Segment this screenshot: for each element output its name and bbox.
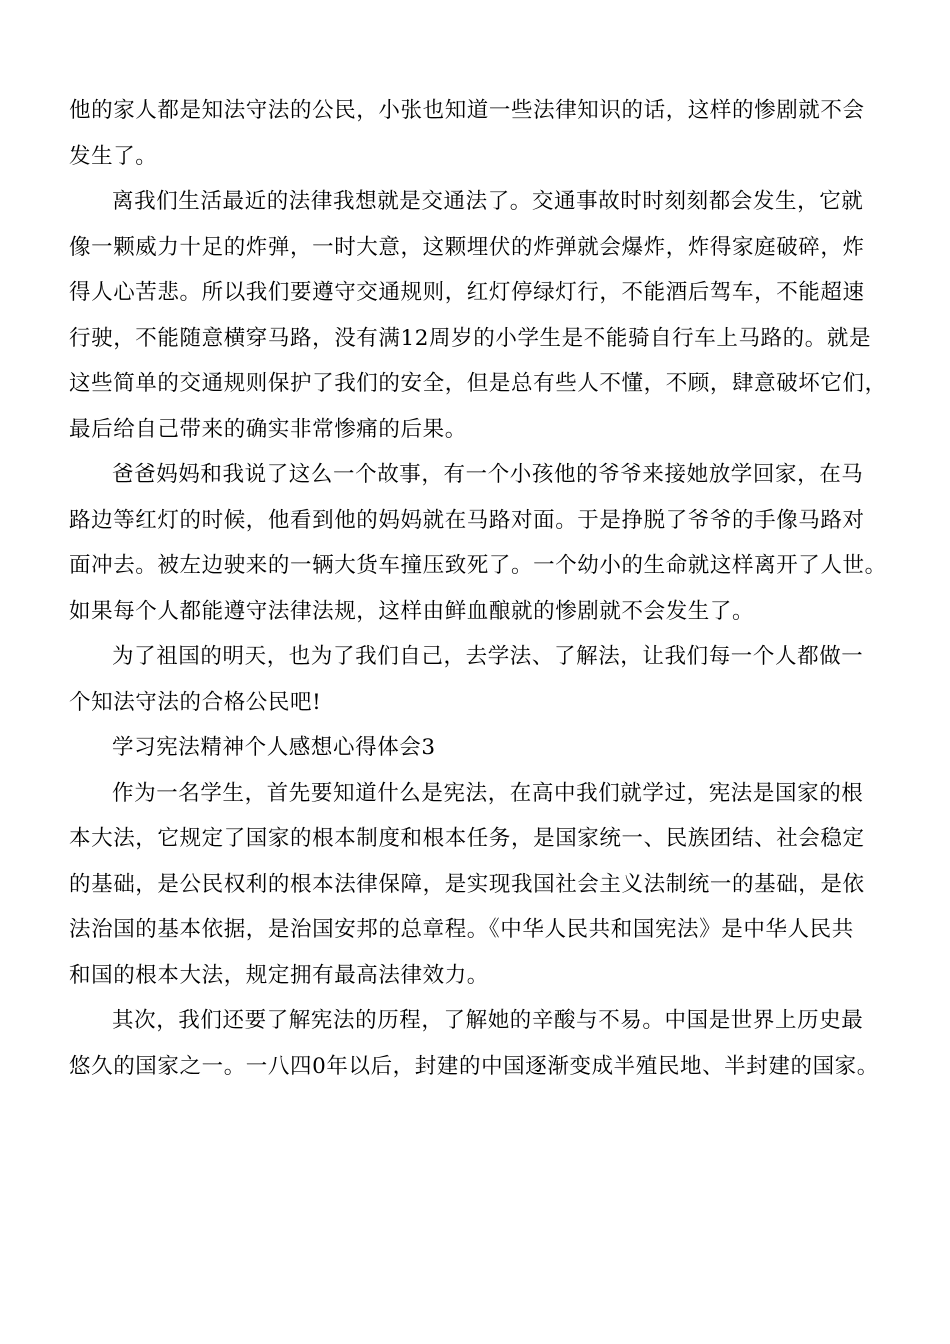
- section-heading: 学习宪法精神个人感想心得体会3: [112, 735, 436, 760]
- text-line: 最后给自己带来的确实非常惨痛的后果。: [69, 416, 467, 442]
- text-line: 本大法，它规定了国家的根本制度和根本任务，是国家统一、民族团结、社会稳定: [69, 826, 865, 851]
- text-line: 路边等红灯的时候，他看到他的妈妈就在马路对面。于是挣脱了爷爷的手像马路对: [69, 507, 865, 533]
- text-line: 他的家人都是知法守法的公民，小张也知道一些法律知识的话，这样的惨剧就不会: [69, 98, 865, 123]
- text-line: 和国的根本大法，规定拥有最高法律效力。: [69, 962, 489, 988]
- document-body: [69, 88, 889, 1089]
- text-line: 个知法守法的合格公民吧!: [69, 689, 322, 715]
- text-line: 得人心苦悲。所以我们要遵守交通规则，红灯停绿灯行，不能酒后驾车，不能超速: [69, 280, 865, 305]
- paragraph-what-is-constitution: [69, 771, 889, 999]
- text-line: 作为一名学生，首先要知道什么是宪法，在高中我们就学过，宪法是国家的根: [112, 780, 864, 806]
- text-line: 面冲去。被左边驶来的一辆大货车撞压致死了。一个幼小的生命就这样离开了人世。: [69, 553, 887, 578]
- text-line: 离我们生活最近的法律我想就是交通法了。交通事故时时刻刻都会发生，它就: [112, 189, 864, 214]
- paragraph-traffic-law: [69, 179, 889, 452]
- text-line: 这些简单的交通规则保护了我们的安全，但是总有些人不懂，不顾，肆意破坏它们，: [69, 371, 887, 396]
- text-line: 行驶，不能随意横穿马路，没有满12周岁的小学生是不能骑自行车上马路的。就是: [69, 325, 872, 351]
- paragraph-history: [69, 998, 889, 1089]
- text-line: 像一颗威力十足的炸弹，一时大意，这颗埋伏的炸弹就会爆炸，炸得家庭破碎，炸: [69, 234, 865, 260]
- paragraph-story: [69, 452, 889, 634]
- text-line: 爸爸妈妈和我说了这么一个故事，有一个小孩他的爷爷来接她放学回家，在马: [112, 462, 864, 487]
- paragraph-conclusion: [69, 634, 889, 725]
- text-line: 发生了。: [69, 143, 158, 169]
- text-line: 的基础，是公民权利的根本法律保障，是实现我国社会主义法制统一的基础，是依: [69, 871, 865, 897]
- text-line: 其次，我们还要了解宪法的历程，了解她的辛酸与不易。中国是世界上历史最: [112, 1008, 864, 1033]
- text-line: 悠久的国家之一。一八四0年以后，封建的中国逐渐变成半殖民地、半封建的国家。: [69, 1053, 879, 1079]
- text-line: 为了祖国的明天，也为了我们自己，去学法、了解法，让我们每一个人都做一: [112, 644, 864, 669]
- text-line: 法治国的基本依据，是治国安邦的总章程。《中华人民共和国宪法》是中华人民共: [69, 917, 854, 942]
- text-line: 如果每个人都能遵守法律法规，这样由鲜血酿就的惨剧就不会发生了。: [69, 598, 755, 624]
- paragraph-continuation: [69, 88, 889, 179]
